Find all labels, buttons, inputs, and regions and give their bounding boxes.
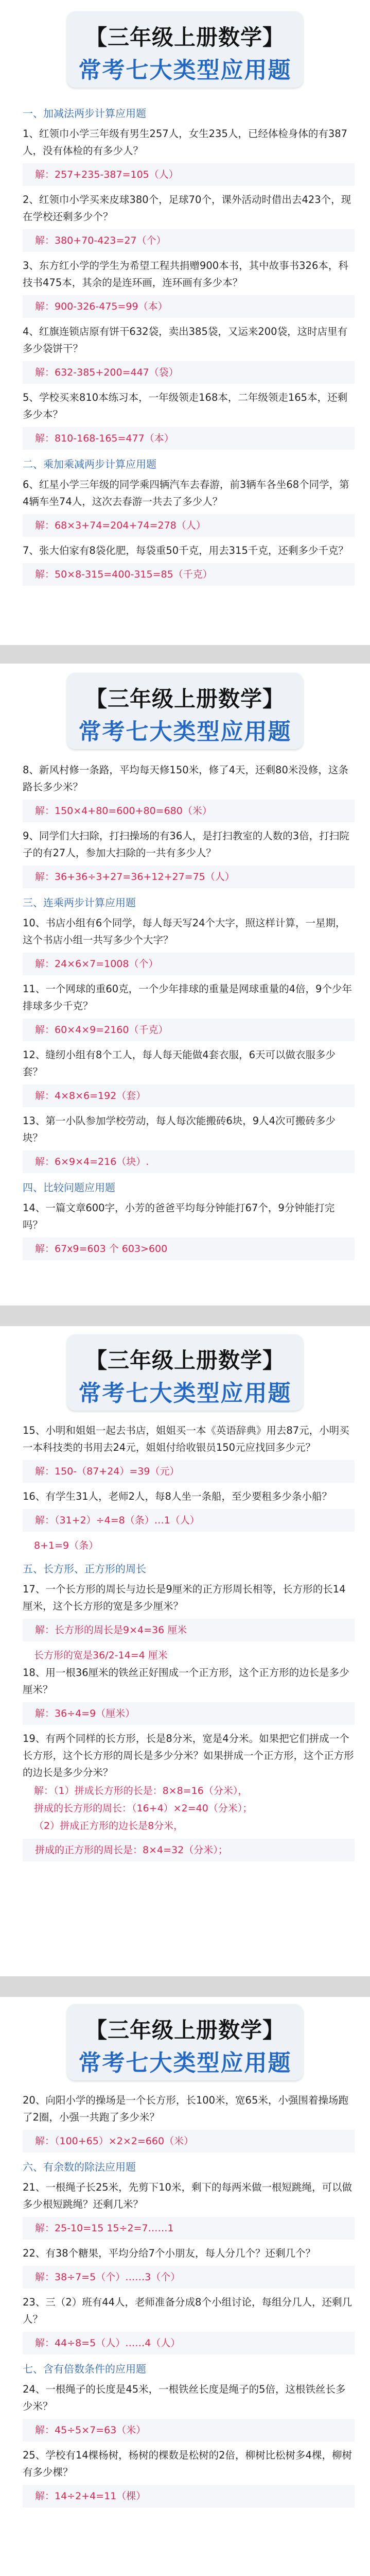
question-text: 5、学校买来810本练习本，一年级领走168本，二年级领走165本，还剩多少本？ — [23, 392, 348, 420]
answer-box: 解：150×4+80=600+80=680（米） — [23, 800, 355, 822]
header-main-title: 常考七大类型应用题 — [78, 719, 292, 745]
question-text: 13、第一小队参加学校劳动，每人每次能搬砖6块，9人4次可搬砖多少块？ — [23, 1115, 336, 1144]
answer-box: 解：900-326-475=99（本） — [23, 295, 355, 318]
section-heading: 七、含有倍数条件的应用题 — [23, 2363, 146, 2375]
header-main-title: 常考七大类型应用题 — [78, 57, 292, 83]
question-text: 20、向阳小学的操场是一个长方形，长100米，宽65米，小强围着操场跑了2圈，小强一共跑了多少米？ — [23, 2094, 348, 2123]
page-header — [67, 2004, 303, 2080]
question-text: 18、用一根36厘米的铁丝正好围成一个正方形，这个正方形的边长是多少厘米？ — [23, 1667, 349, 1696]
question-text: 12、缝纫小组有8个工人，每人每天能做4套衣服，6天可以做衣服多少套？ — [23, 1049, 336, 1078]
answer-box: 解：150-（87+24）=39（元） — [23, 1460, 355, 1483]
answer-box: 解：4×8×6=192（套） — [23, 1084, 355, 1107]
header-subject-title: 【三年级上册数学】 — [85, 2018, 285, 2043]
header-main-title: 常考七大类型应用题 — [78, 2050, 292, 2076]
answer-box: 解：45÷5×7=63（米） — [23, 2419, 355, 2442]
answer-line: 拼成的长方形的周长：（16+4）×2=40（分米）； — [34, 1803, 253, 1814]
section-heading: 六、有余数的除法应用题 — [23, 2161, 136, 2173]
answer-box: 解：6×9×4=216（块）. — [23, 1150, 355, 1173]
content-block — [23, 1422, 355, 1867]
section-heading: 四、比较问题应用题 — [23, 1181, 115, 1194]
header-subject-title: 【三年级上册数学】 — [85, 1348, 285, 1373]
question-text: 14、一篇文章600字，小芳的爸爸平均每分钟能打67个，9分钟能打完吗？ — [23, 1202, 335, 1231]
question-text: 21、一根绳子长25米，先剪下10米，剩下的每两米做一根短跳绳，可以做多少根短跳绳？还剩几米？ — [23, 2181, 352, 2210]
question-text: 25、学校有14棵杨树，杨树的棵数是松树的2倍，柳树比松树多4棵，柳树有多少棵？ — [23, 2449, 352, 2478]
section-heading: 一、加减法两步计算应用题 — [23, 107, 146, 120]
answer-box: 解：67x9=603 个 603>600 — [23, 1238, 355, 1260]
answer-box: 解：44÷8=5（人）……4（人） — [23, 2332, 355, 2354]
worksheet-page-2 — [0, 664, 370, 1306]
question-text: 9、同学们大扫除，打扫操场的有36人，是打扫教室的人数的3倍，打扫院子的有27人，参加大扫除的一共有多少人？ — [23, 830, 349, 859]
content-block — [23, 99, 355, 591]
answer-box: 解：14÷2+4=11（棵） — [23, 2485, 355, 2507]
answer-box: 解：60×4×9=2160（千克） — [23, 1019, 355, 1041]
answer-box: 解：810-168-165=477（本） — [23, 427, 355, 450]
answer-box: 拼成的正方形的周长是：8×4=32（分米）； — [23, 1839, 355, 1861]
header-subject-title: 【三年级上册数学】 — [85, 686, 285, 711]
question-text: 2、红领巾小学买来皮球380个，足球70个，课外活动时借出去423个，现在学校还剩多少个？ — [23, 194, 351, 223]
question-text: 22、有38个糖果，平均分给7个小朋友，每人分几个？还剩几个？ — [23, 2247, 316, 2259]
answer-box: 解：632-385+200=447（袋） — [23, 361, 355, 384]
content-block — [23, 2092, 355, 2513]
header-main-title: 常考七大类型应用题 — [78, 1380, 292, 1406]
question-text: 4、红旗连锁店原有饼干632袋，卖出385袋，又运来200袋，这时店里有多少袋饼干？ — [23, 326, 348, 354]
question-text: 24、一根绳子的长度是45米，一根铁丝长度是绳子的5倍，这根铁丝长多少米？ — [23, 2383, 346, 2412]
worksheet-page-1 — [0, 0, 370, 645]
answer-box: 解：（100+65）×2×2=660（米） — [23, 2130, 355, 2153]
answer-box: 解：38÷7=5（个）……3（个） — [23, 2266, 355, 2289]
question-text: 23、三（2）班有44人，老师准备分成8个小组讨论，每组分几人，还剩几人？ — [23, 2296, 352, 2325]
question-text: 19、有两个同样的长方形，长是8分米，宽是4分米。如果把它们拼成一个长方形，这个长方形的周长是多少分米？如果拼成一个正方形，这个正方形的边长是多少分米？ — [23, 1733, 354, 1778]
answer-box: 解：长方形的周长是9×4=36 厘米 — [23, 1619, 355, 1641]
question-text: 6、红星小学三年级的同学乘四辆汽车去春游，前3辆车各坐68个同学，第4辆车坐74人，这次去春游一共去了多少人？ — [23, 479, 349, 507]
page-header — [67, 673, 303, 749]
page-header — [67, 1334, 303, 1411]
answer-box: 解：50×8-315=400-315=85（千克） — [23, 563, 355, 586]
answer-line: 解：（1）拼成长方形的长是：8×8=16（分米）， — [34, 1785, 248, 1797]
answer-box: 解：24×6×7=1008（个） — [23, 953, 355, 975]
content-block — [23, 761, 355, 1265]
answer-line: （2）拼成正方形的边长是8分米， — [34, 1820, 184, 1832]
section-heading: 五、长方形、正方形的周长 — [23, 1563, 146, 1575]
question-text: 11、一个网球的重60克，一个少年排球的重量是网球重量的4倍，9个少年排球多少千克？ — [23, 983, 352, 1012]
answer-box: 解：380+70-423=27（个） — [23, 229, 355, 252]
answer-box: 解：36+36÷3+27=36+12+27=75（人） — [23, 866, 355, 888]
worksheet-page-4 — [0, 1997, 370, 2576]
answer-box: 解：257+235-387=105（人） — [23, 163, 355, 186]
question-text: 16、有学生31人，老师2人，每8人坐一条船，至少要租多少条小船？ — [23, 1490, 332, 1502]
page-header — [67, 11, 303, 88]
answer-box: 解：25-10=15 15÷2=7……1 — [23, 2217, 355, 2240]
worksheet-page-3 — [0, 1326, 370, 1976]
answer-box: 解：36÷4=9（厘米） — [23, 1702, 355, 1725]
question-text: 17、一个长方形的周长与边长是9厘米的正方形周长相等，长方形的长14厘米，这个长方形的宽是多少厘米？ — [23, 1583, 346, 1612]
section-heading: 二、乘加乘减两步计算应用题 — [23, 458, 156, 470]
header-subject-title: 【三年级上册数学】 — [85, 25, 285, 50]
answer-box: 解：68×3+74=204+74=278（人） — [23, 514, 355, 537]
question-text: 3、东方红小学的学生为希望工程共捐赠900本书，其中故事书326本，科技书475本，其余的是连环画，连环画有多少本？ — [23, 260, 348, 289]
answer-box: 解：（31+2）÷4=8（条）…1（人） — [23, 1509, 355, 1532]
question-text: 15、小明和姐姐一起去书店，姐姐买一本《英语辞典》用去87元，小明买一本科技类的书用去24元，姐姐付给收银员150元应找回多少元？ — [23, 1425, 349, 1453]
section-heading: 三、连乘两步计算应用题 — [23, 896, 136, 909]
question-text: 7、张大伯家有8袋化肥，每袋重50千克，用去315千克，还剩多少千克？ — [23, 545, 348, 556]
question-text: 10、书店小组有6个同学，每人每天写24个大字，照这样计算，一星期，这个书店小组一共写多少个大字？ — [23, 917, 346, 946]
question-text: 1、红领巾小学三年级有男生257人，女生235人，已经体检身体的有387人，没有体检的有多少人？ — [23, 128, 348, 157]
answer-line: 长方形的宽是36/2-14=4 厘米 — [34, 1650, 168, 1661]
question-text: 8、新风村修一条路，平均每天修150米，修了4天，还剩80米没修，这条路长多少米？ — [23, 764, 348, 793]
answer-line: 8+1=9（条） — [34, 1540, 99, 1551]
